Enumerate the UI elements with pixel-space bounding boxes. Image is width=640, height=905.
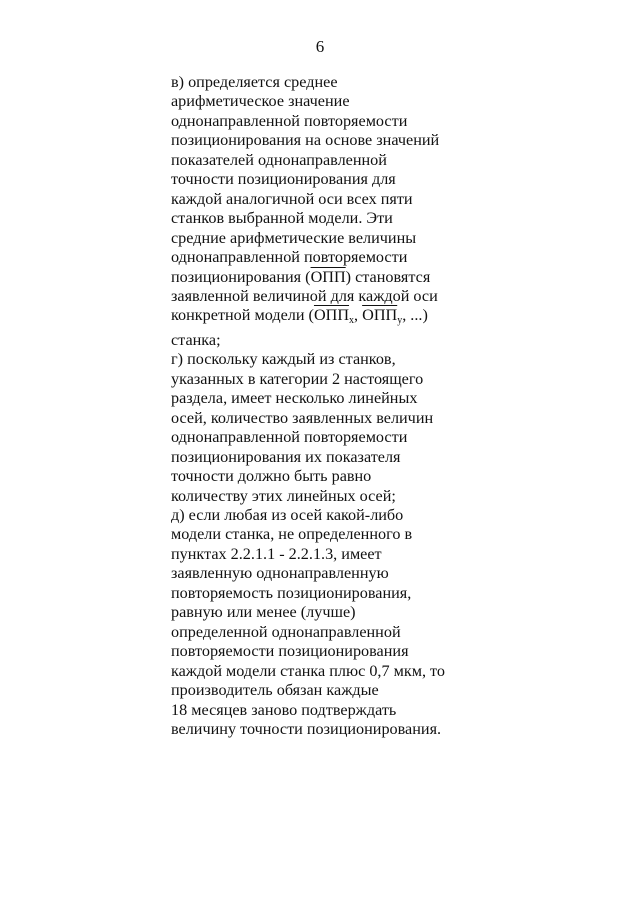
text-line-opp-mean <box>171 268 445 287</box>
text-line: пунктах 2.2.1.1 - 2.2.1.3, имеет <box>171 544 382 563</box>
text-line: производитель обязан каждые <box>171 681 379 700</box>
text-line: станков выбранной модели. Эти <box>171 209 393 228</box>
text-line: д) если любая из осей какой-либо <box>171 505 404 524</box>
text-segment: , ...) <box>402 306 428 325</box>
text-line: показателей однонаправленной <box>171 150 387 169</box>
text-segment: позиционирования ( <box>171 267 311 286</box>
text-segment: , <box>354 306 363 325</box>
text-line: величину точности позиционирования. <box>171 719 442 738</box>
subscript-x: x <box>349 315 355 327</box>
text-line: заявленную однонаправленную <box>171 564 389 583</box>
text-line: равную или менее (лучше) <box>171 603 356 622</box>
text-segment: конкретной модели ( <box>171 306 314 325</box>
text-segment: ) становятся <box>345 267 431 286</box>
text-line: повторяемость позиционирования, <box>171 583 412 602</box>
text-line: однонаправленной повторяемости <box>171 248 408 267</box>
text-line: позиционирования их показателя <box>171 447 401 466</box>
text-line: раздела, имеет несколько линейных <box>171 389 418 408</box>
text-line: однонаправленной повторяемости <box>171 111 408 130</box>
text-line: в) определяется среднее <box>171 73 338 91</box>
text-line: указанных в категории 2 настоящего <box>171 369 424 388</box>
text-line: определенной однонаправленной <box>171 622 401 641</box>
opp-mean-symbol: ОПП <box>310 267 346 286</box>
text-line: однонаправленной повторяемости <box>171 428 408 447</box>
text-line: станка; <box>171 330 221 349</box>
text-line: точности должно быть равно <box>171 467 372 486</box>
text-line: модели станка, не определенного в <box>171 525 413 544</box>
opp-y-symbol: ОПП <box>362 306 398 325</box>
text-line: заявленной величиной для каждой оси <box>171 286 438 305</box>
text-line: точности позиционирования для <box>171 170 396 189</box>
subscript-y: y <box>397 315 403 327</box>
text-line: количеству этих линейных осей; <box>171 486 396 505</box>
text-line: 18 месяцев заново подтверждать <box>171 700 397 719</box>
text-line: повторяемости позиционирования <box>171 642 409 661</box>
text-line: позиционирования на основе значений <box>171 131 440 150</box>
text-line: каждой аналогичной оси всех пяти <box>171 189 413 208</box>
text-line: каждой модели станка плюс 0,7 мкм, то <box>171 661 446 680</box>
text-line-opp-axes <box>171 306 445 330</box>
text-line: средние арифметические величины <box>171 228 417 247</box>
opp-x-symbol: ОПП <box>313 306 350 325</box>
page-number: 6 <box>315 37 325 56</box>
text-line: осей, количество заявленных величин <box>171 408 434 427</box>
text-line: г) поскольку каждый из станков, <box>171 350 396 369</box>
text-line: арифметическое значение <box>171 92 350 111</box>
body-text <box>171 73 445 739</box>
